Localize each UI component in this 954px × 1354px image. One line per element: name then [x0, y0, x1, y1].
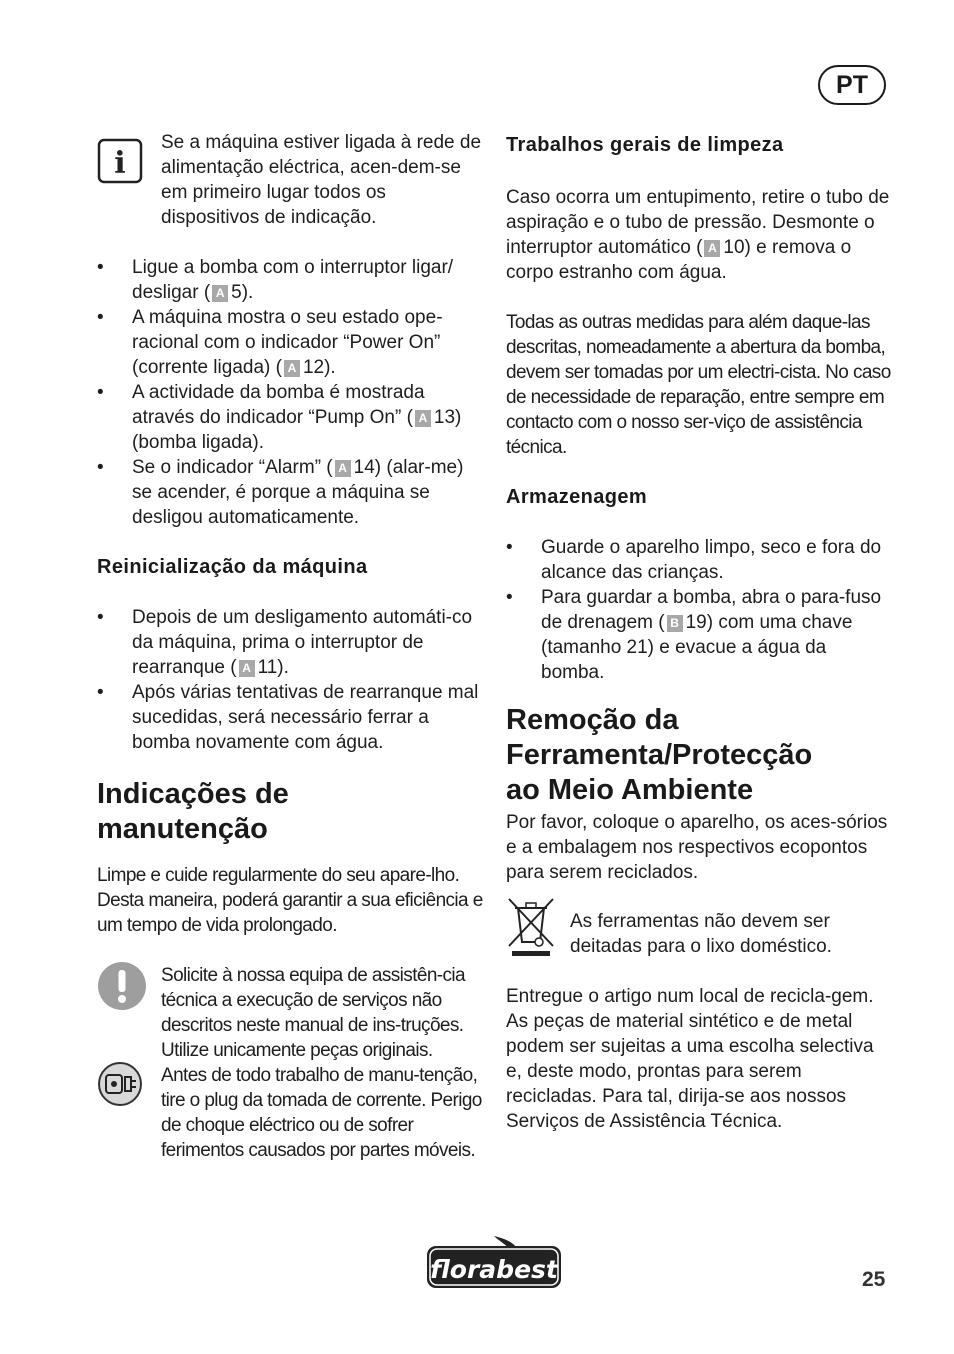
svg-text:i: i [114, 146, 126, 181]
recycling-text: Entregue o artigo num local de recicla-gem. As peças de material sintético e de metal podem ser sujeitas a uma escolha selectiva e, deste modo, prontas para serem recicladas. Para tal, dirija-se aos nossos Serviços de Assistência Técnica. [506, 986, 874, 1132]
cleaning-heading: Trabalhos gerais de limpeza [506, 134, 784, 156]
list-item: • Se o indicador “Alarm” ( A 14) (alar-me) se acender, é porque a máquina se desligou automaticamente. [97, 455, 483, 530]
brand-logo [424, 1234, 564, 1297]
ref-badge: A [284, 360, 300, 377]
ref-badge: A [415, 410, 431, 427]
maintenance-text: Limpe e cuide regularmente do seu apare-lho. Desta maneira, poderá garantir a sua eficiência e um tempo de vida prolongado. [97, 865, 483, 936]
environment-heading: Remoção da Ferramenta/Protecção ao Meio Ambiente [506, 704, 813, 806]
restart-bullets [97, 605, 483, 755]
exclamation-icon [97, 961, 147, 1016]
maintenance-heading: Indicações de manutenção [97, 778, 289, 845]
right-column [506, 130, 892, 1134]
left-column [97, 130, 483, 1163]
ref-badge: A [212, 285, 228, 302]
page-number: 25 [862, 1268, 886, 1291]
unplug-icon [97, 1061, 143, 1112]
ref-badge: A [704, 240, 720, 257]
repair-text: Todas as outras medidas para além daque-las descritas, nomeadamente a abertura da bomba, devem ser tomadas por um electri-cista. No caso de necessidade de reparação, entre sempre em contacto com o nosso ser-viço de assistência técnica. [506, 312, 891, 458]
crossed-bin-icon [506, 896, 556, 963]
info-icon [97, 138, 143, 189]
ref-badge: B [667, 615, 683, 632]
list-item: • A máquina mostra o seu estado ope-racional com o indicador “Power On” (corrente ligada) ( A 12). [97, 305, 483, 380]
list-item: • A actividade da bomba é mostrada através do indicador “Pump On” ( A 13) (bomba ligada). [97, 380, 483, 455]
warning-note-text: Solicite à nossa equipa de assistên-cia técnica a execução de serviços não descritos neste manual de ins-truções. Utilize unicamente peças originais. [161, 965, 466, 1061]
restart-heading: Reinicialização da máquina [97, 556, 368, 578]
ref-badge: A [335, 460, 351, 477]
warning-note [97, 963, 483, 1063]
list-item: • Após várias tentativas de rearranque mal sucedidas, será necessário ferrar a bomba novamente com água. [97, 680, 483, 755]
info-note [97, 130, 483, 230]
cleaning-text: Caso ocorra um entupimento, retire o tubo de aspiração e o tubo de pressão. Desmonte o interruptor automático ( A 10) e remova o corpo estranho com água. [506, 187, 890, 283]
storage-heading: Armazenagem [506, 486, 648, 508]
storage-bullets [506, 535, 892, 685]
svg-text:florabest: florabest [430, 1255, 558, 1284]
environment-text: Por favor, coloque o aparelho, os aces-sórios e a embalagem nos respectivos ecopontos para serem reciclados. [506, 812, 888, 883]
bin-note-text: As ferramentas não devem ser deitadas para o lixo doméstico. [570, 911, 832, 957]
info-note-text: Se a máquina estiver ligada à rede de alimentação eléctrica, acen-dem-se em primeiro lugar todos os dispositivos de indicação. [161, 132, 482, 228]
list-item: • Para guardar a bomba, abra o para-fuso de drenagem ( B 19) com uma chave (tamanho 21) e evacue a água da bomba. [506, 585, 892, 685]
bin-note [506, 909, 892, 959]
list-item: • Depois de um desligamento automáti-co da máquina, prima o interruptor de rearranque ( A 11). [97, 605, 483, 680]
power-bullets [97, 255, 483, 530]
plug-note-text: Antes de todo trabalho de manu-tenção, tire o plug da tomada de corrente. Perigo de choque eléctrico ou de sofrer ferimentos causados por partes móveis. [161, 1065, 482, 1161]
ref-badge: A [239, 660, 255, 677]
language-badge: PT [818, 65, 886, 105]
list-item: • Guarde o aparelho limpo, seco e fora do alcance das crianças. [506, 535, 892, 585]
plug-note [97, 1063, 483, 1163]
list-item: • Ligue a bomba com o interruptor ligar/ desligar ( A 5). [97, 255, 483, 305]
